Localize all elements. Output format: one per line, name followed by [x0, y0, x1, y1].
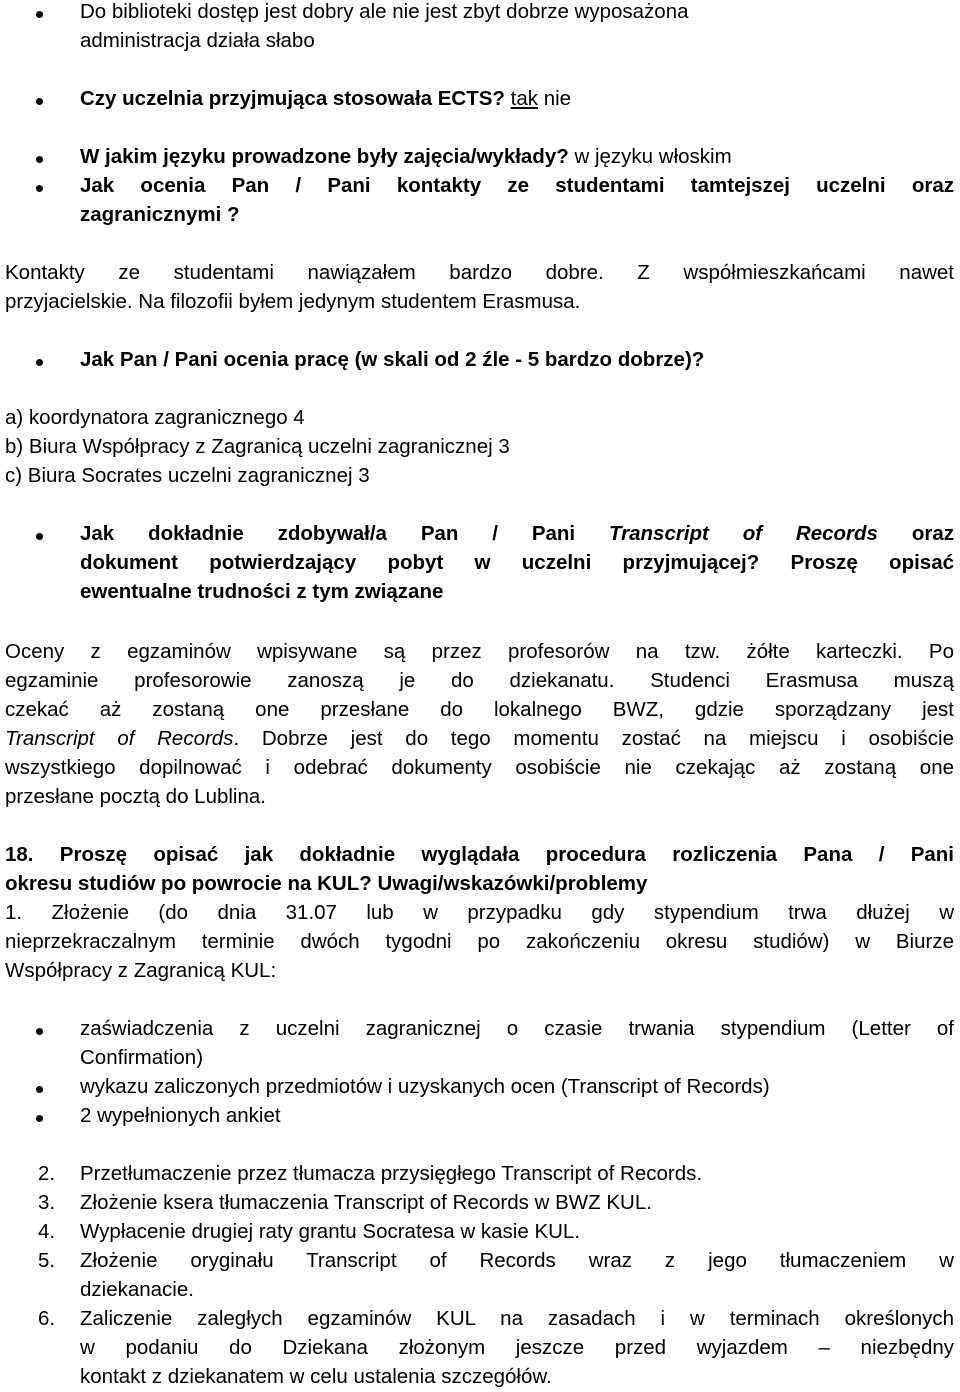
- list-text: kontakt z dziekanatem w celu ustalenia szczegółów.: [80, 1365, 552, 1388]
- question-text: ewentualne trudności z tym związane: [80, 580, 444, 603]
- contacts-line: przyjacielskie. Na filozofii byłem jedynym studentem Erasmusa.: [5, 290, 581, 313]
- list-text: Złożenie ksera tłumaczenia Transcript of Records w BWZ KUL.: [80, 1191, 652, 1214]
- bullet-text: Do biblioteki dostęp jest dobry ale nie jest zbyt dobrze wyposażona: [80, 0, 689, 23]
- bullet-icon: [36, 1086, 43, 1093]
- rating-line: a) koordynatora zagranicznego 4: [5, 406, 305, 429]
- document-text: Confirmation): [80, 1046, 204, 1069]
- question-text: dokument potwierdzający pobyt w uczelni przyjmującej? Proszę opisać: [80, 551, 954, 574]
- list-text: Wypłacenie drugiej raty grantu Socratesa w kasie KUL.: [80, 1220, 581, 1243]
- step-line: Współpracy z Zagranicą KUL:: [5, 959, 277, 982]
- answer-other: nie: [538, 87, 572, 110]
- document-text: 2 wypełnionych ankiet: [80, 1104, 281, 1127]
- contacts-line: Kontakty ze studentami nawiązałem bardzo dobre. Z współmieszkańcami nawet: [5, 261, 954, 284]
- list-number: 2.: [38, 1162, 56, 1185]
- question-text: Jak Pan / Pani ocenia pracę (w skali od 2 źle - 5 bardzo dobrze)?: [80, 348, 705, 371]
- list-text: w podaniu do Dziekana złożonym jeszcze przed wyjazdem – niezbędny: [80, 1336, 954, 1359]
- rating-line: c) Biura Socrates uczelni zagranicznej 3: [5, 464, 370, 487]
- bullet-icon: [36, 98, 43, 105]
- grades-line: Transcript of Records. Dobrze jest do tego momentu zostać na miejscu i osobiście: [5, 727, 954, 750]
- bullet-icon: [36, 11, 43, 18]
- document-text: zaświadczenia z uczelni zagranicznej o czasie trwania stypendium (Letter of: [80, 1017, 954, 1040]
- rating-line: b) Biura Współpracy z Zagranicą uczelni zagranicznej 3: [5, 435, 510, 458]
- list-number: 4.: [38, 1220, 56, 1243]
- question-text: Jak dokładnie zdobywał/a Pan / Pani Transcript of Records oraz: [80, 522, 954, 545]
- grades-line: Oceny z egzaminów wpisywane są przez profesorów na tzw. żółte karteczki. Po: [5, 640, 954, 663]
- grades-line: przesłane pocztą do Lublina.: [5, 785, 266, 808]
- step-line: 1. Złożenie (do dnia 31.07 lub w przypadku gdy stypendium trwa dłużej w: [5, 901, 954, 924]
- bullet-icon: [36, 359, 43, 366]
- section-heading: okresu studiów po powrocie na KUL? Uwagi/wskazówki/problemy: [5, 872, 648, 895]
- list-text: dziekanacie.: [80, 1278, 194, 1301]
- bullet-icon: [36, 185, 43, 192]
- question-text: W jakim języku prowadzone były zajęcia/wykłady?: [80, 145, 569, 168]
- document-text: wykazu zaliczonych przedmiotów i uzyskanych ocen (Transcript of Records): [80, 1075, 770, 1098]
- bullet-icon: [36, 156, 43, 163]
- list-text: Zaliczenie zaległych egzaminów KUL na zasadach i w terminach określonych: [80, 1307, 954, 1330]
- step-line: nieprzekraczalnym terminie dwóch tygodni po zakończeniu okresu studiów) w Biurze: [5, 930, 954, 953]
- list-number: 6.: [38, 1307, 56, 1330]
- list-text: Złożenie oryginału Transcript of Records wraz z jego tłumaczeniem w: [80, 1249, 954, 1272]
- question-text: Czy uczelnia przyjmująca stosowała ECTS?: [80, 87, 505, 110]
- bullet-icon: [36, 533, 43, 540]
- list-number: 5.: [38, 1249, 56, 1272]
- grades-line: czekać aż zostaną one przesłane do lokalnego BWZ, gdzie sporządzany jest: [5, 698, 954, 721]
- question-text: Jak ocenia Pan / Pani kontakty ze studentami tamtejszej uczelni oraz: [80, 174, 954, 197]
- bullet-text: administracja działa słabo: [80, 29, 315, 52]
- bullet-icon: [36, 1028, 43, 1035]
- answer-text: w języku włoskim: [568, 145, 732, 168]
- section-heading: 18. Proszę opisać jak dokładnie wyglądała procedura rozliczenia Pana / Pani: [5, 843, 954, 866]
- list-text: Przetłumaczenie przez tłumacza przysięgłego Transcript of Records.: [80, 1162, 703, 1185]
- list-number: 3.: [38, 1191, 56, 1214]
- bullet-icon: [36, 1115, 43, 1122]
- question-text: zagranicznymi ?: [80, 203, 240, 226]
- grades-line: egzaminie profesorowie zanoszą je do dziekanatu. Studenci Erasmusa muszą: [5, 669, 954, 692]
- answer-selected: tak: [510, 87, 538, 110]
- grades-line: wszystkiego dopilnować i odebrać dokumenty osobiście nie czekając aż zostaną one: [5, 756, 954, 779]
